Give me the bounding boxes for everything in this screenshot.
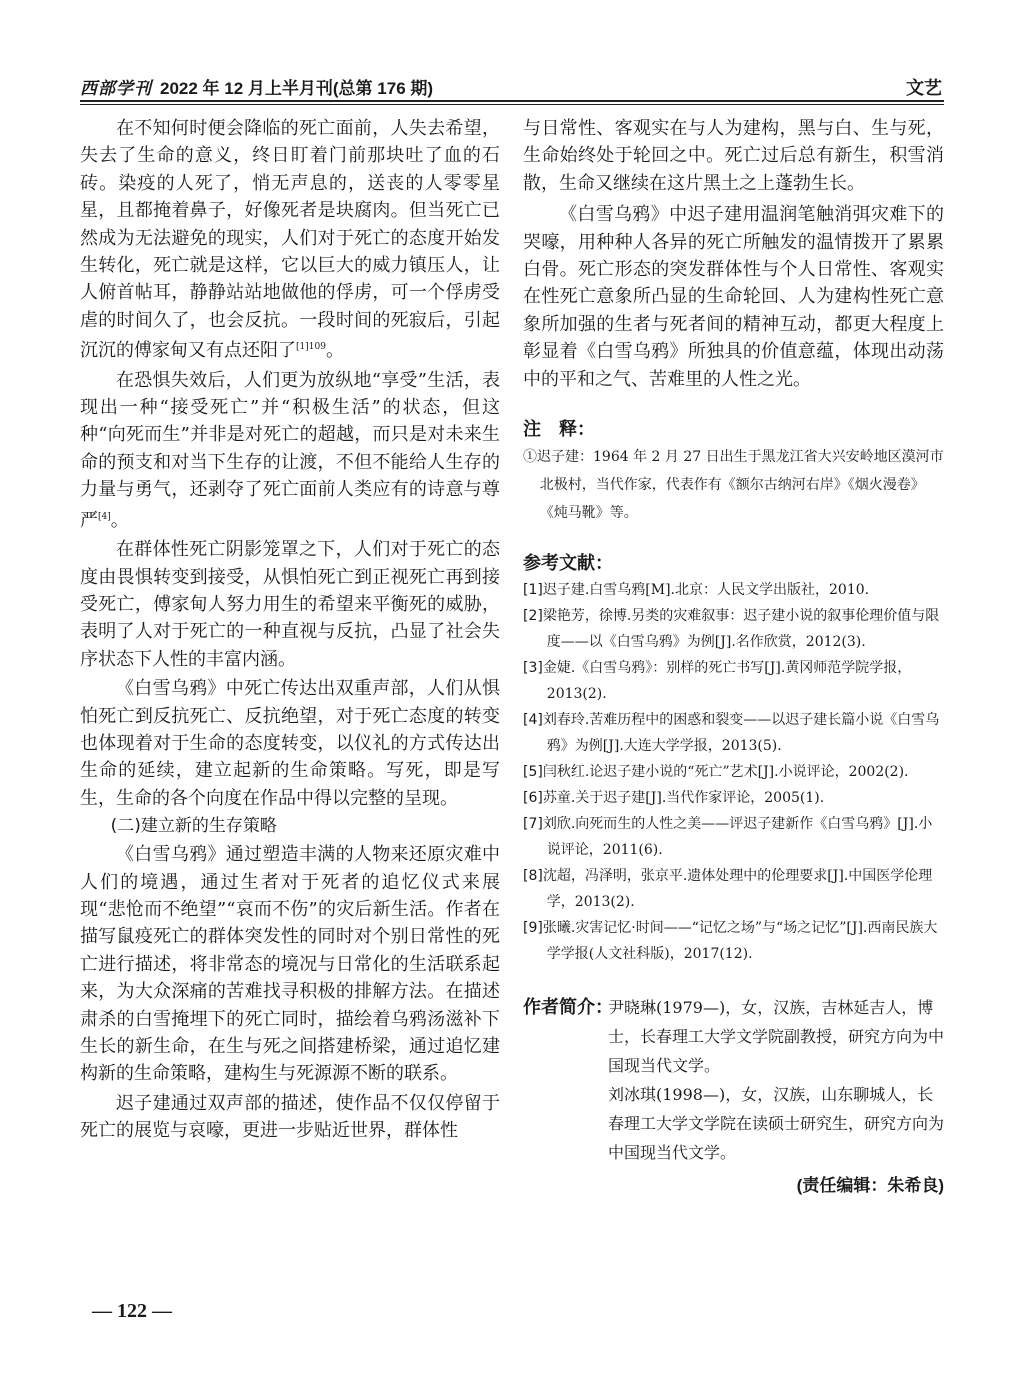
header-rule-thick (80, 100, 944, 102)
reference-item: [2]梁艳芳，徐博.另类的灾难叙事：迟子建小说的叙事伦理价值与限度——以《白雪乌鸦》为例[J].名作欣赏，2012(3). (523, 608, 940, 651)
reference-item: [6]苏童.关于迟子建[J].当代作家评论，2005(1). (523, 790, 825, 807)
paragraph: 《白雪乌鸦》中迟子建用温润笔触消弭灾难下的哭嚎，用种种人各异的死亡所触发的温情拨开了累累白骨。死亡形态的突发群体性与个人日常性、客观实在性死亡意象所凸显的生命轮回、人为建构性死亡意象所加强的生者与死者间的精神互动，都更大程度上彰显着《白雪乌鸦》所独具的价值意蕴，体现出动荡中的平和之气、苦难里的人性之光。 (523, 204, 944, 390)
issue-info: 2022 年 12 月上半月刊(总第 176 期) (160, 79, 434, 98)
paragraph: 迟子建通过双声部的描述，使作品不仅仅停留于死亡的展览与哀嚎，更进一步贴近世界，群体性 (80, 1092, 500, 1142)
reference-item: [4]刘春玲.苦难历程中的困惑和裂变——以迟子建长篇小说《白雪乌鸦》为例[J].大连大学学报，2013(5). (523, 712, 940, 755)
header-rule-thin (80, 104, 944, 105)
reference-item: [3]金婕.《白雪乌鸦》：别样的死亡书写[J].黄冈师范学院学报，2013(2). (523, 660, 912, 703)
reference-item: [1]迟子建.白雪乌鸦[M].北京：人民文学出版社，2010. (523, 582, 870, 599)
paragraph: 在不知何时便会降临的死亡面前，人失去希望，失去了生命的意义，终日盯着门前那块吐了血的石砖。染疫的人死了，悄无声息的，送丧的人零零星星，且都掩着鼻子，好像死者是块腐肉。但当死亡已然成为无法避免的现实，人们对于死亡的态度开始发生转化，死亡就是这样，它以巨大的威力镇压人，让人俯首帖耳，静静站站地做他的俘虏，可一个俘虏受虐的时间久了，也会反抗。一段时间的死寂后，引起沉沉的傅家甸又有点还阳了$^{[1]109}$。 (80, 118, 500, 362)
author-bio-1: 尹晓琳(1979—)，女，汉族，吉林延吉人，博士，长春理工大学文学院副教授，研究方向为中国现当代文学。 (608, 998, 945, 1076)
note-item: ①迟子建：1964 年 2 月 27 日出生于黑龙江省大兴安岭地区漠河市北极村，当代作家，代表作有《额尔古纳河右岸》《烟火漫卷》《炖马靴》等。 (523, 449, 944, 522)
author-bio (523, 993, 944, 1167)
journal-logo: 西部学刊 (80, 79, 152, 99)
reference-item: [7]刘欣.向死而生的人性之美——评迟子建新作《白雪乌鸦》[J].小说评论，2011(6). (523, 816, 933, 859)
right-column (523, 115, 944, 1196)
author-bio-label: 作者简介： (523, 997, 613, 1018)
left-column (80, 115, 500, 1145)
responsible-editor: (责任编辑：朱希良) (796, 1176, 944, 1196)
references-heading: 参考文献： (523, 553, 613, 574)
paragraph: 在群体性死亡阴影笼罩之下，人们对于死亡的态度由畏惧转变到接受，从惧怕死亡到正视死亡再到接受死亡，傅家甸人努力用生的希望来平衡死的威胁，表明了人对于死亡的一种直视与反抗，凸显了社会失序状态下人性的丰富内涵。 (80, 539, 500, 670)
paragraph: 在恐惧失效后，人们更为放纵地“享受”生活，表现出一种“接受死亡”并“积极生活”的状态，但这种“向死而生”并非是对死亡的超越，而只是对未来生命的预支和对当下生存的让渡，不但不能给人生存的力量与勇气，还剥夺了死亡面前人类应有的诗意与尊严[4]。 (80, 369, 500, 531)
running-header (80, 72, 944, 100)
paragraph: 《白雪乌鸦》通过塑造丰满的人物来还原灾难中人们的境遇，通过生者对于死者的追忆仪式来展现“悲怆而不绝望”“哀而不伤”的灾后新生活。作者在描写鼠疫死亡的群体突发性的同时对个别日常性的死亡进行描述，将非常态的境况与日常化的生活联系起来，为大众深痛的苦难找寻积极的排解方法。在描述肃杀的白雪掩埋下的死亡同时，描绘着乌鸦汤滋补下生长的新生命，在生与死之间搭建桥梁，通过追忆建构新的生命策略，建构生与死源源不断的联系。 (80, 844, 500, 1085)
page-number: — 122 — (92, 1300, 172, 1322)
notes-heading: 注 释： (523, 419, 595, 440)
paragraph: 与日常性、客观实在与人为建构，黑与白、生与死，生命始终处于轮回之中。死亡过后总有新生，积雪消散，生命又继续在这片黑土之上蓬勃生长。 (523, 118, 944, 194)
section-name: 文艺 (906, 78, 942, 98)
reference-item: [9]张曦.灾害记忆·时间——“记忆之场”与“场之记忆”[J].西南民族大学学报(人文社科版)，2017(12). (523, 920, 938, 963)
reference-list (523, 577, 944, 967)
citation: [4] (98, 511, 111, 522)
reference-item: [5]闫秋红.论迟子建小说的“死亡”艺术[J].小说评论，2002(2). (523, 764, 909, 781)
author-bio-2: 刘冰琪(1998—)，女，汉族，山东聊城人，长春理工大学文学院在读硕士研究生，研究方向为中国现当代文学。 (608, 1085, 945, 1163)
paragraph: 《白雪乌鸦》中死亡传达出双重声部，人们从惧怕死亡到反抗死亡、反抗绝望，对于死亡态度的转变也体现着对于生命的态度转变，以仪礼的方式传达出生命的延续，建立起新的生命策略。写死，即是写生，生命的各个向度在作品中得以完整的呈现。 (80, 678, 500, 809)
subsection-heading: (二)建立新的生存策略 (110, 816, 277, 837)
citation: [1]109 (296, 342, 326, 353)
reference-item: [8]沈超，冯泽明，张京平.遗体处理中的伦理要求[J].中国医学伦理学，2013(2). (523, 868, 933, 911)
